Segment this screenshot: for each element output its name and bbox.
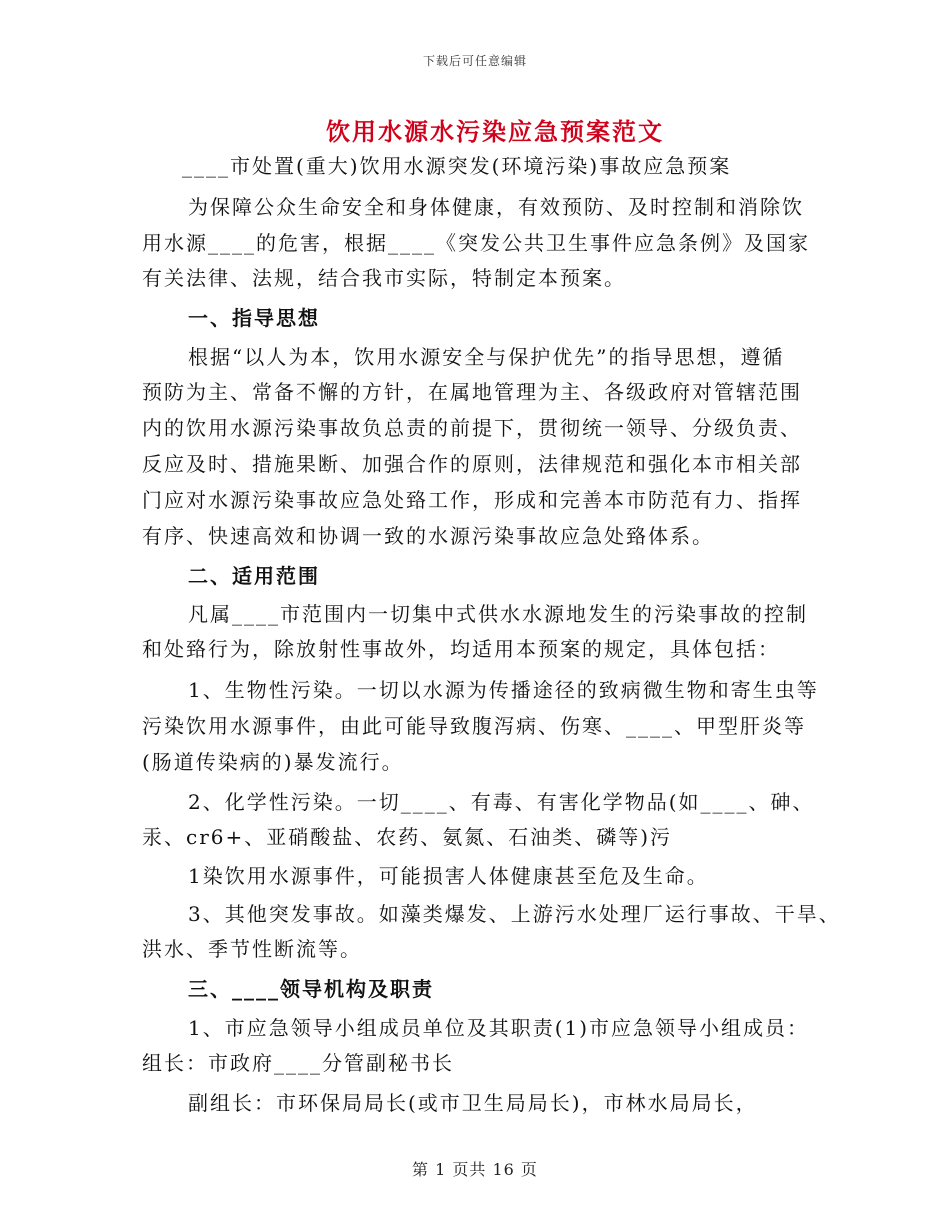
paragraph-line: 根据“以人为本，饮用水源安全与保护优先”的指导思想，遵循 (188, 345, 785, 369)
paragraph-line: 有关法律、法规，结合我市实际，特制定本预案。 (142, 266, 626, 290)
subtitle-line: ____市处置(重大)饮用水源突发(环境污染)事故应急预案 (182, 154, 732, 178)
paragraph-line: 汞、cr6+、亚硝酸盐、农药、氨氮、石油类、磷等)污 (142, 825, 673, 849)
section-heading: 三、____领导机构及职责 (188, 977, 434, 1001)
section-heading: 二、适用范围 (188, 564, 320, 588)
paragraph-line: 组长：市政府____分管副秘书长 (142, 1051, 454, 1075)
section-heading: 一、指导思想 (188, 306, 320, 330)
paragraph-line: 和处臵行为，除放射性事故外，均适用本预案的规定，具体包括： (142, 637, 780, 661)
paragraph-line: 污染饮用水源事件，由此可能导致腹泻病、伤寒、____、甲型肝炎等 (142, 714, 806, 738)
paragraph-line: 门应对水源污染事故应急处臵工作，形成和完善本市防范有力、指挥 (142, 488, 802, 512)
paragraph-line: 有序、快速高效和协调一致的水源污染事故应急处臵体系。 (142, 524, 714, 548)
document-title: 饮用水源水污染应急预案范文 (326, 117, 664, 146)
paragraph-line: 凡属____市范围内一切集中式供水水源地发生的污染事故的控制 (188, 602, 808, 626)
paragraph-line: 2、化学性污染。一切____、有毒、有害化学物品(如____、砷、 (188, 790, 815, 814)
paragraph-line: 3、其他突发事故。如藻类爆发、上游污水处理厂运行事故、干旱、 (188, 902, 841, 926)
page-footer: 第 1 页共 16 页 (412, 1160, 538, 1179)
paragraph-line: 预防为主、常备不懈的方针，在属地管理为主、各级政府对管辖范围 (142, 380, 802, 404)
paragraph-line: 内的饮用水源污染事故负总责的前提下，贯彻统一领导、分级负责、 (142, 416, 802, 440)
paragraph-line: 洪水、季节性断流等。 (142, 937, 362, 961)
paragraph-line: 用水源____的危害，根据____《突发公共卫生事件应急条例》及国家 (142, 231, 810, 255)
paragraph-line: 1、市应急领导小组成员单位及其职责(1)市应急领导小组成员： (188, 1016, 810, 1040)
paragraph-line: 为保障公众生命安全和身体健康，有效预防、及时控制和消除饮 (188, 195, 804, 219)
paragraph-line: 1、生物性污染。一切以水源为传播途径的致病微生物和寄生虫等 (188, 678, 819, 702)
paragraph-line: 1染饮用水源事件，可能损害人体健康甚至危及生命。 (188, 864, 709, 888)
page-header: 下载后可任意编辑 (422, 54, 527, 68)
paragraph-line: 反应及时、措施果断、加强合作的原则，法律规范和强化本市相关部 (142, 452, 802, 476)
paragraph-line: 副组长：市环保局局长(或市卫生局局长)，市林水局局长， (188, 1091, 758, 1115)
paragraph-line: (肠道传染病的)暴发流行。 (142, 750, 404, 774)
